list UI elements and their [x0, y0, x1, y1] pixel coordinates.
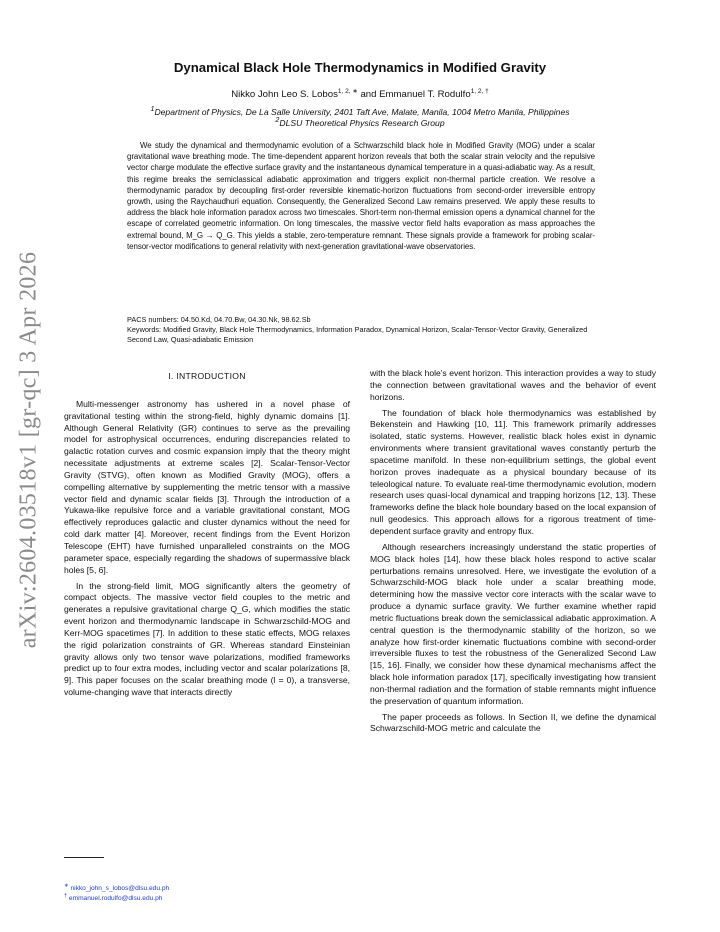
- arxiv-stamp-text: arXiv:2604.03518v1 [gr-qc] 3 Apr 2026: [15, 251, 42, 649]
- author-2-superscript: 1, 2, †: [470, 87, 489, 95]
- affiliation-1-mark: 1: [150, 105, 155, 114]
- right-paragraph-1: with the black hole's event horizon. This interaction provides a way to study the connection between gravitational waves and the behavior of event horizons.: [370, 368, 656, 402]
- author-1-name: Nikko John Leo S. Lobos: [231, 89, 338, 100]
- keywords: Keywords: Modified Gravity, Black Hole Thermodynamics, Information Paradox, Dynamical Horizon, Scalar-Tensor-Vector Gravity, Generalized Second Law, Quasi-adiabatic Emission: [127, 325, 588, 345]
- author-2-name: Emmanuel T. Rodulfo: [379, 89, 471, 100]
- author-conjunction: and: [357, 89, 380, 100]
- footnote-1-email-link[interactable]: nikko_john_s_lobos@dlsu.edu.ph: [70, 885, 170, 892]
- affiliation-2-mark: 2: [275, 116, 280, 125]
- arxiv-identifier-stamp: [4, 251, 54, 649]
- footnote-1-mark: ∗: [64, 882, 69, 889]
- section-heading-introduction: I. INTRODUCTION: [168, 371, 246, 381]
- author-line: [0, 89, 720, 100]
- left-paragraph-2: In the strong-field limit, MOG significantly alters the geometry of compact objects. The massive vector field couples to the metric and generates a repulsive gravitational charge Q_G, which modifies the static event horizon and thermodynamic landscape in Schwarzschild-MOG and Kerr-MOG spacetimes [7]. In addition to these static effects, MOG relaxes the rigid polarization constraints of GR. Whereas standard Einsteinian gravity allows only two tensor wave polarizations, modified frameworks predict up to four extra modes, including vector and scalar polarizations [8, 9]. This paper focuses on the scalar breathing mode (l = 0), a transverse, volume-changing wave that interacts directly: [64, 580, 350, 698]
- footnote-2-mark: †: [64, 892, 68, 899]
- right-paragraph-4: The paper proceeds as follows. In Section II, we define the dynamical Schwarzschild-MOG metric and calculate the: [370, 711, 656, 734]
- footnote-2: [64, 894, 162, 903]
- abstract: We study the dynamical and thermodynamic evolution of a Schwarzschild black hole in Modified Gravity (MOG) under a scalar gravitational wave breathing mode. The time-dependent apparent horizon reveals that both the scalar strain velocity and the repulsive vector charge modulate the effective surface gravity and the instantaneous dynamical temperature in a quasi-adiabatic way. As a result, this regime breaks the semiclassical adiabatic approximation and triggers explicit non-thermal particle creation. We resolve a thermodynamic paradox by decoupling first-order reversible kinematic-horizon fluctuations from second-order irreversible entropy growth, using the Raychaudhuri equation. Consequently, the Generalized Second Law remains preserved. We apply these results to address the black hole information paradox across two timescales. Short-term non-thermal emission opens a dynamical channel for the escape of correlated geometric information. On long timescales, the massive vector field halts evaporation as mass approaches the extremal bound, M_G → Q_G. This yields a stable, zero-temperature remnant. These signals provide a framework for probing scalar-tensor-vector modifications to general relativity with next-generation gravitational-wave observatories.: [127, 141, 595, 251]
- affiliation-2: [0, 118, 720, 129]
- affiliation-1-text: Department of Physics, De La Salle University, 2401 Taft Ave, Malate, Manila, 1004 Metro Manila, Philippines: [154, 107, 570, 117]
- right-column: [370, 368, 656, 735]
- paper-title: Dynamical Black Hole Thermodynamics in Modified Gravity: [173, 60, 547, 75]
- author-1-superscript: 1, 2, ∗: [337, 87, 358, 95]
- footnote-rule: [64, 857, 104, 858]
- right-paragraph-3: Although researchers increasingly understand the static properties of MOG black holes [14], how these black holes respond to active scalar perturbations remains unresolved. Here, we investigate the evolution of a Schwarzschild-MOG black hole under a scalar breathing mode, determining how the massive vector core interacts with the scalar wave to produce a dynamic surface gravity. We further examine whether rapid metric fluctuations break down the semiclassical adiabatic approximation. A central question is the thermodynamic stability of the horizon, so we analyze how first-order kinematic fluctuations combine with second-order irreversible fluxes to test the robustness of the Generalized Second Law [15, 16]. Finally, we consider how these dynamical mechanisms affect the black hole information paradox [17], specifically investigating how transient non-thermal radiation and the formation of stable remnants might influence the preservation of quantum information.: [370, 541, 656, 706]
- pacs-numbers: PACS numbers: 04.50.Kd, 04.70.Bw, 04.30.Nk, 98.62.Sb: [127, 315, 311, 324]
- left-paragraph-1: Multi-messenger astronomy has ushered in a novel phase of gravitational testing within the strong-field, highly dynamic domains [1]. Although General Relativity (GR) continues to serve as the prevailing model for astrophysical occurrences, enduring discrepancies related to galactic rotation curves and cosmic expansion imply that the theory might necessitate adjustments at extreme scales [2]. Scalar-Tensor-Vector Gravity (STVG), often known as Modified Gravity (MOG), offers a compelling alternative by supplementing the metric tensor with a massive vector field and dynamic scalar fields [3]. Through the introduction of a Yukawa-like repulsive force and a variable gravitational constant, MOG effectively reproduces galactic and cluster dynamics without the need for cold dark matter [4]. Moreover, recent findings from the Event Horizon Telescope (EHT) have furnished unparalleled constraints on the MOG parameter space, especially regarding the shadows of supermassive black holes [5, 6].: [64, 398, 350, 575]
- affiliation-2-text: DLSU Theoretical Physics Research Group: [279, 118, 445, 128]
- affiliation-1: [0, 107, 720, 118]
- left-column: [64, 368, 350, 699]
- footnote-1: [64, 884, 169, 893]
- right-paragraph-2: The foundation of black hole thermodynamics was established by Bekenstein and Hawking [10, 11]. This framework primarily addresses isolated, static systems. However, realistic black holes exist in dynamic environments where transient gravitational waves constantly perturb the spacetime manifold. In these non-equilibrium settings, the global event horizon proves inadequate as a physical boundary because of its teleological nature. To evaluate real-time thermodynamic evolution, modern research uses quasi-local dynamical and trapping horizons [12, 13]. These frameworks define the black hole boundary based on the local expansion of null geodesics. This approach allows for a rigorous treatment of time-dependent surface gravity and entropy flux.: [370, 407, 656, 536]
- footnote-2-email-link[interactable]: emmanuel.rodulfo@dlsu.edu.ph: [68, 895, 163, 902]
